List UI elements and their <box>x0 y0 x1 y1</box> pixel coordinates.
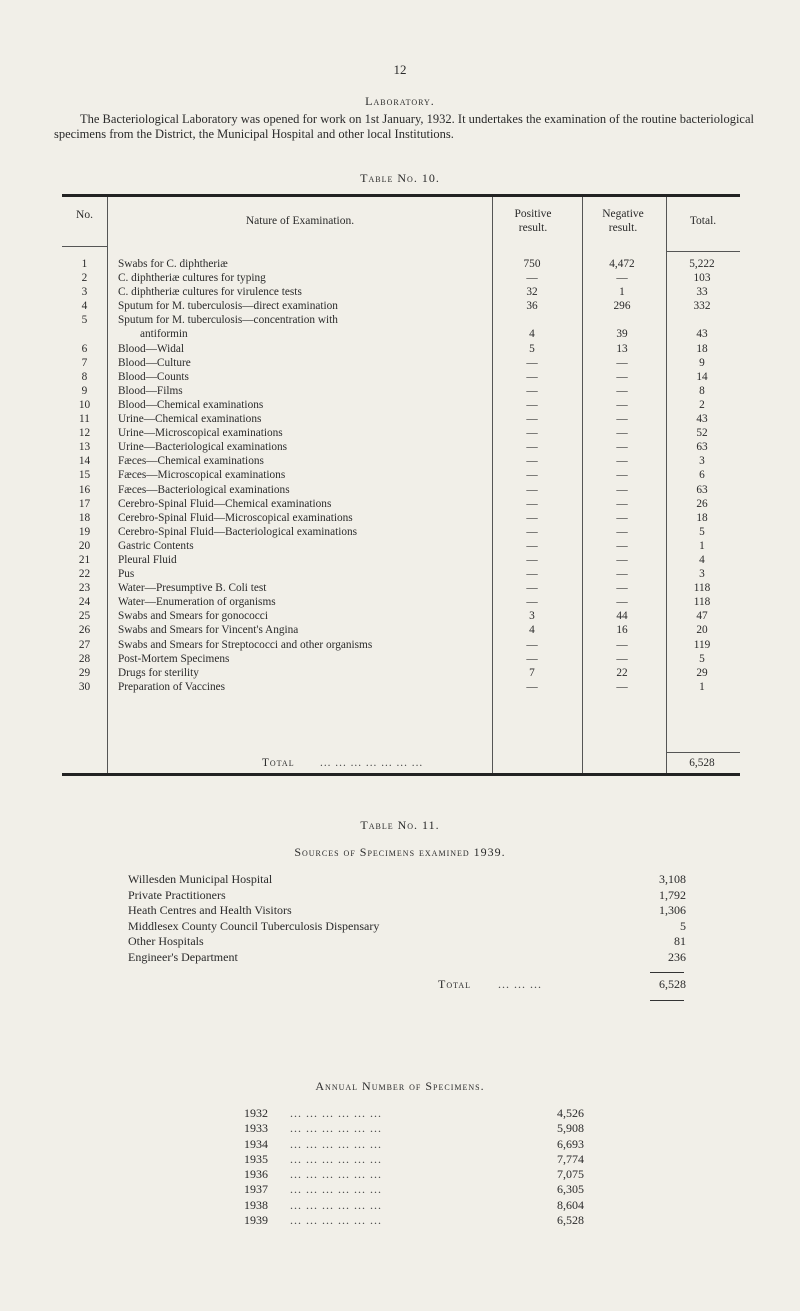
positive-result: — <box>526 455 538 468</box>
total-result: 3 <box>699 568 705 581</box>
positive-result: 32 <box>526 286 538 299</box>
table11-total-rule <box>650 1000 684 1001</box>
table-row <box>62 370 740 384</box>
row-number: 18 <box>78 511 91 524</box>
source-row <box>128 950 688 966</box>
annual-count: 7,075 <box>557 1167 584 1182</box>
total-result: 52 <box>696 427 708 440</box>
examination-nature <box>118 257 490 271</box>
annual-count: 6,305 <box>557 1182 584 1197</box>
total-result: 18 <box>696 342 708 355</box>
annual-year: 1939 <box>244 1213 268 1228</box>
table10-bottom-rule <box>62 773 740 776</box>
table11-body <box>128 872 688 965</box>
examination-nature <box>118 398 490 412</box>
examination-label: Sputum for M. tuberculosis—direct examination <box>118 300 338 313</box>
source-count: 1,792 <box>659 887 686 902</box>
positive-result: — <box>526 272 538 285</box>
table-row <box>62 638 740 652</box>
table-row <box>62 384 740 398</box>
examination-label: Post-Mortem Specimens <box>118 652 230 665</box>
header-total: Total. <box>689 215 717 227</box>
annual-caption: Annual Number of Specimens. <box>315 1079 485 1093</box>
negative-result: — <box>616 272 628 285</box>
examination-nature <box>118 271 490 285</box>
table10-header-rule <box>62 246 107 247</box>
positive-result: — <box>526 398 538 411</box>
positive-result: — <box>526 370 538 383</box>
positive-result: — <box>526 638 538 651</box>
negative-result: 44 <box>616 610 628 623</box>
row-number: 16 <box>78 483 91 496</box>
row-number: 20 <box>78 539 91 552</box>
total-result: 1 <box>699 680 705 693</box>
examination-nature <box>118 313 490 341</box>
total-result: 18 <box>696 511 708 524</box>
total-result: 103 <box>693 272 711 285</box>
table10-header-rule <box>666 251 740 252</box>
positive-result: — <box>526 483 538 496</box>
examination-nature <box>118 539 490 553</box>
source-row <box>128 919 688 935</box>
row-number: 24 <box>78 596 91 609</box>
total-result: 5 <box>699 652 705 665</box>
source-label: Willesden Municipal Hospital <box>128 872 273 886</box>
leader-dots: ... ... ... ... ... ... <box>290 1121 382 1136</box>
examination-nature <box>118 412 490 426</box>
source-row <box>128 872 688 888</box>
examination-nature <box>118 553 490 567</box>
leader-dots: ... ... ... ... ... ... <box>290 1213 382 1228</box>
table-row <box>62 342 740 356</box>
header-no: No. <box>76 209 93 221</box>
annual-count: 8,604 <box>557 1197 584 1212</box>
total-leader-dots: ... ... ... ... ... ... ... <box>320 757 424 769</box>
examination-label: Pleural Fluid <box>118 553 177 566</box>
total-value: 6,528 <box>689 757 715 769</box>
row-number: 17 <box>78 497 91 510</box>
total-result: 33 <box>696 286 708 299</box>
table-row <box>62 652 740 666</box>
examination-label: Urine—Bacteriological examinations <box>118 441 288 454</box>
table-row <box>62 440 740 454</box>
total-result: 47 <box>696 610 708 623</box>
table11-caption: Table No. 11. <box>360 818 440 832</box>
row-number: 27 <box>78 638 91 651</box>
table11-subtitle: Sources of Specimens examined 1939. <box>294 845 506 859</box>
examination-label: Blood—Films <box>118 384 183 397</box>
positive-result: 750 <box>523 258 541 270</box>
positive-result: — <box>526 525 538 538</box>
examination-label: Drugs for sterility <box>118 666 199 679</box>
examination-nature <box>118 468 490 482</box>
total-result: 14 <box>696 370 708 383</box>
source-label: Other Hospitals <box>128 934 204 948</box>
row-number: 19 <box>78 525 91 538</box>
table-row <box>62 595 740 609</box>
positive-result: — <box>526 384 538 397</box>
intro-paragraph: The Bacteriological Laboratory was opened for work on 1st January, 1932. It undertakes the examination of the routine bacteriological specimens from the District, the Municipal Hospital and other local Institutions. <box>54 112 754 141</box>
row-number: 23 <box>78 582 91 595</box>
examination-nature <box>118 356 490 370</box>
annual-row <box>244 1198 584 1213</box>
row-number: 4 <box>81 300 88 313</box>
annual-row <box>244 1152 584 1167</box>
header-negative: Negative result. <box>602 208 644 234</box>
row-number: 1 <box>81 258 88 270</box>
examination-nature <box>118 342 490 356</box>
positive-result: — <box>526 553 538 566</box>
table11-sum-rule <box>650 972 684 973</box>
negative-result: 13 <box>616 342 628 355</box>
table11-total-value: 6,528 <box>659 977 686 991</box>
examination-label: C. diphtheriæ cultures for virulence tests <box>118 286 302 299</box>
total-result: 6 <box>699 469 705 482</box>
examination-label: Cerebro-Spinal Fluid—Microscopical examinations <box>118 511 353 524</box>
negative-result: — <box>616 384 628 397</box>
total-result: 4 <box>699 553 705 566</box>
annual-year: 1933 <box>244 1121 268 1136</box>
row-number: 25 <box>78 610 91 623</box>
examination-label: Water—Enumeration of organisms <box>118 596 276 609</box>
annual-count: 5,908 <box>557 1121 584 1136</box>
examination-label: Swabs and Smears for gonococci <box>118 610 268 623</box>
page-number: 12 <box>393 62 407 77</box>
source-label: Heath Centres and Health Visitors <box>128 903 292 917</box>
table11-total-label: Total <box>438 977 472 991</box>
total-result: 43 <box>696 413 708 426</box>
negative-result: — <box>616 525 628 538</box>
row-number: 3 <box>81 286 88 299</box>
negative-result: — <box>616 398 628 411</box>
examination-label: C. diphtheriæ cultures for typing <box>118 272 266 285</box>
total-result: 5 <box>699 525 705 538</box>
table-row <box>62 609 740 623</box>
annual-count: 6,693 <box>557 1136 584 1151</box>
table10-caption: Table No. 10. <box>360 171 440 185</box>
examination-label: Blood—Widal <box>118 342 185 355</box>
total-result: 8 <box>699 384 705 397</box>
row-number: 12 <box>78 427 91 440</box>
positive-result: — <box>526 427 538 440</box>
annual-year: 1932 <box>244 1106 268 1120</box>
positive-result: — <box>526 680 538 693</box>
positive-result: — <box>526 652 538 665</box>
examination-label: Swabs and Smears for Vincent's Angina <box>118 624 299 637</box>
examination-nature <box>118 595 490 609</box>
table10-body <box>62 257 740 694</box>
examination-label: Fæces—Bacteriological examinations <box>118 483 290 496</box>
negative-result: — <box>616 469 628 482</box>
annual-year: 1934 <box>244 1136 268 1151</box>
leader-dots: ... ... ... ... ... ... <box>290 1151 382 1166</box>
table-row <box>62 271 740 285</box>
examination-label: Cerebro-Spinal Fluid—Chemical examinations <box>118 497 332 510</box>
row-number: 7 <box>81 356 88 369</box>
row-number: 13 <box>78 441 91 454</box>
examination-nature <box>118 666 490 680</box>
total-result: 332 <box>693 300 711 313</box>
table11 <box>128 872 688 993</box>
examination-label: Blood—Chemical examinations <box>118 398 264 411</box>
examination-label-continued: antiformin <box>140 328 188 341</box>
positive-result: 7 <box>529 666 535 679</box>
row-number: 10 <box>78 398 91 411</box>
positive-result: 36 <box>526 300 538 313</box>
examination-nature <box>118 285 490 299</box>
examination-label: Water—Presumptive B. Coli test <box>118 582 267 595</box>
negative-result: 1 <box>619 286 625 299</box>
total-result: 29 <box>696 666 708 679</box>
positive-result: — <box>526 596 538 609</box>
source-count: 81 <box>674 934 686 948</box>
annual-year: 1938 <box>244 1197 268 1212</box>
total-result: 9 <box>699 356 705 369</box>
row-number: 5 <box>81 314 88 327</box>
total-result: 43 <box>696 328 708 341</box>
source-label: Middlesex County Council Tuberculosis Dispensary <box>128 918 380 933</box>
examination-label: Urine—Microscopical examinations <box>118 427 283 440</box>
table10-top-rule <box>62 194 740 197</box>
negative-result: — <box>616 455 628 468</box>
source-label: Engineer's Department <box>128 949 238 964</box>
examination-nature <box>118 581 490 595</box>
examination-nature <box>118 440 490 454</box>
table11-total-dots: ... ... ... <box>498 977 542 991</box>
annual-count: 7,774 <box>557 1151 584 1166</box>
positive-result: 5 <box>529 342 535 355</box>
table-row <box>62 299 740 313</box>
leader-dots: ... ... ... ... ... ... <box>290 1106 382 1120</box>
negative-result: 16 <box>616 624 628 637</box>
examination-label: Blood—Culture <box>118 356 191 369</box>
negative-result: — <box>616 356 628 369</box>
negative-result: — <box>616 427 628 440</box>
leader-dots: ... ... ... ... ... ... <box>290 1167 382 1182</box>
negative-result: 22 <box>616 666 628 679</box>
positive-result: — <box>526 568 538 581</box>
source-count: 5 <box>680 918 686 933</box>
examination-nature <box>118 567 490 581</box>
annual-row <box>244 1121 584 1136</box>
table-row <box>62 553 740 567</box>
examination-label: Pus <box>118 568 135 581</box>
table-row <box>62 539 740 553</box>
examination-nature <box>118 454 490 468</box>
table-row <box>62 581 740 595</box>
total-result: 119 <box>693 638 711 651</box>
examination-label: Urine—Chemical examinations <box>118 413 262 426</box>
negative-result: 4,472 <box>609 258 635 270</box>
positive-result: — <box>526 497 538 510</box>
annual-year: 1937 <box>244 1182 268 1197</box>
source-count: 236 <box>668 949 686 964</box>
total-result: 26 <box>696 497 708 510</box>
source-count: 3,108 <box>659 872 686 886</box>
table-row <box>62 412 740 426</box>
row-number: 8 <box>81 370 88 383</box>
source-row <box>128 934 688 950</box>
row-number: 29 <box>78 666 91 679</box>
examination-nature <box>118 680 490 694</box>
table-row <box>62 666 740 680</box>
source-row <box>128 888 688 904</box>
annual-row <box>244 1182 584 1197</box>
table-row <box>62 468 740 482</box>
total-result: 2 <box>699 398 705 411</box>
table-row <box>62 525 740 539</box>
row-number: 22 <box>78 568 91 581</box>
total-label: Total <box>262 757 295 769</box>
negative-result: — <box>616 652 628 665</box>
examination-nature <box>118 483 490 497</box>
positive-result: — <box>526 356 538 369</box>
examination-label: Fæces—Chemical examinations <box>118 455 264 468</box>
table-row <box>62 398 740 412</box>
negative-result: — <box>616 680 628 693</box>
row-number: 26 <box>78 624 91 637</box>
examination-label: Cerebro-Spinal Fluid—Bacteriological examinations <box>118 525 358 538</box>
annual-year: 1936 <box>244 1167 268 1182</box>
examination-nature <box>118 652 490 666</box>
examination-nature <box>118 497 490 511</box>
positive-result: — <box>526 441 538 454</box>
examination-label: Preparation of Vaccines <box>118 680 226 693</box>
examination-nature <box>118 511 490 525</box>
leader-dots: ... ... ... ... ... ... <box>290 1197 382 1212</box>
examination-nature <box>118 370 490 384</box>
examination-label: Swabs for C. diphtheriæ <box>118 258 228 270</box>
annual-count: 6,528 <box>557 1213 584 1228</box>
negative-result: — <box>616 511 628 524</box>
positive-result: 4 <box>529 328 535 341</box>
positive-result: — <box>526 582 538 595</box>
table-row <box>62 483 740 497</box>
table-row <box>62 454 740 468</box>
annual-count: 4,526 <box>557 1106 584 1120</box>
table-row <box>62 497 740 511</box>
positive-result: — <box>526 413 538 426</box>
negative-result: — <box>616 441 628 454</box>
positive-result: — <box>526 511 538 524</box>
total-result: 20 <box>696 624 708 637</box>
examination-label: Swabs and Smears for Streptococci and other organisms <box>118 638 373 651</box>
table-row <box>62 313 740 341</box>
negative-result: — <box>616 553 628 566</box>
row-number: 9 <box>81 384 88 397</box>
examination-nature <box>118 525 490 539</box>
total-rule <box>666 752 740 753</box>
examination-label: Blood—Counts <box>118 370 189 383</box>
table-row <box>62 285 740 299</box>
positive-result: — <box>526 469 538 482</box>
total-result: 63 <box>696 483 708 496</box>
row-number: 30 <box>78 680 91 693</box>
negative-result: — <box>616 370 628 383</box>
examination-nature <box>118 384 490 398</box>
examination-nature <box>118 426 490 440</box>
examination-label: Gastric Contents <box>118 539 194 552</box>
table-row <box>62 567 740 581</box>
total-result: 118 <box>693 596 711 609</box>
header-positive: Positive result. <box>514 208 552 234</box>
table-row <box>62 511 740 525</box>
table-row <box>62 623 740 637</box>
row-number: 15 <box>78 469 91 482</box>
leader-dots: ... ... ... ... ... ... <box>290 1182 382 1197</box>
negative-result: — <box>616 539 628 552</box>
row-number: 6 <box>81 342 88 355</box>
annual-row <box>244 1213 584 1228</box>
examination-label: Sputum for M. tuberculosis—concentration with <box>118 314 338 327</box>
positive-result: 3 <box>529 610 535 623</box>
row-number: 2 <box>81 272 88 285</box>
table-row <box>62 680 740 694</box>
row-number: 14 <box>78 455 91 468</box>
negative-result: — <box>616 596 628 609</box>
header-nature: Nature of Examination. <box>245 215 355 227</box>
annual-year: 1935 <box>244 1151 268 1166</box>
examination-nature <box>118 299 490 313</box>
examination-nature <box>118 623 490 637</box>
negative-result: — <box>616 497 628 510</box>
examination-label: Fæces—Microscopical examinations <box>118 469 286 482</box>
annual-row <box>244 1106 584 1121</box>
annual-row <box>244 1137 584 1152</box>
negative-result: — <box>616 568 628 581</box>
total-result: 63 <box>696 441 708 454</box>
table-row <box>62 356 740 370</box>
positive-result: 4 <box>529 624 535 637</box>
annual-table <box>244 1106 584 1228</box>
negative-result: — <box>616 582 628 595</box>
positive-result: — <box>526 539 538 552</box>
total-result: 5,222 <box>689 258 715 270</box>
negative-result: 39 <box>616 328 628 341</box>
row-number: 28 <box>78 652 91 665</box>
row-number: 11 <box>79 413 90 426</box>
source-label: Private Practitioners <box>128 887 226 902</box>
row-number: 21 <box>78 553 91 566</box>
source-count: 1,306 <box>659 903 686 917</box>
negative-result: — <box>616 413 628 426</box>
total-result: 3 <box>699 455 705 468</box>
section-heading: Laboratory. <box>365 94 435 108</box>
table-row <box>62 426 740 440</box>
negative-result: 296 <box>613 300 631 313</box>
source-row <box>128 903 688 919</box>
examination-nature <box>118 609 490 623</box>
table11-total-row <box>128 977 688 993</box>
negative-result: — <box>616 483 628 496</box>
annual-row <box>244 1167 584 1182</box>
negative-result: — <box>616 638 628 651</box>
table-row <box>62 257 740 271</box>
total-result: 118 <box>693 582 711 595</box>
total-result: 1 <box>699 539 705 552</box>
leader-dots: ... ... ... ... ... ... <box>290 1136 382 1151</box>
examination-nature <box>118 638 490 652</box>
